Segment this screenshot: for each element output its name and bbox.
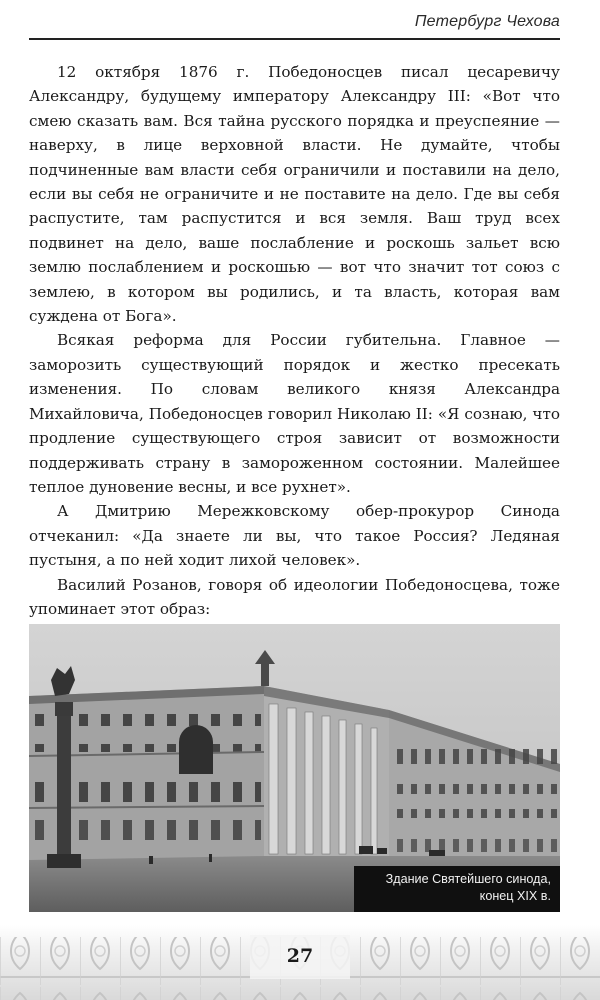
caption-line: Здание Святейшего синода, bbox=[385, 872, 551, 886]
synod-building-photo bbox=[29, 624, 560, 912]
paragraph: Василий Розанов, говоря об идеологии Победоносцева, тоже упоминает этот образ: bbox=[29, 575, 560, 618]
paragraph: А Дмитрию Мережковскому обер-прокурор Синода отчеканил: «Да знаете ли вы, что такое Россия? Ледяная пустыня, а по ней ходит лихой человек». bbox=[29, 502, 560, 570]
body-text bbox=[29, 60, 560, 688]
running-head bbox=[29, 8, 560, 40]
photo-caption bbox=[354, 866, 560, 912]
running-head-title: Петербург Чехова bbox=[414, 13, 560, 30]
paragraph: 12 октября 1876 г. Победоносцев писал цесаревичу Александру, будущему императору Александру III: «Вот что смею сказать вам. Вся тайна русского порядка и преуспеяние — наверху, в лице верховной власти. Не думайте, чтобы подчиненные вам власти себя ограничили и поставили на дело, если вы себя не ограничите и не поставите на дело. Где вы себя распустите, там распустится и вся земля. Ваш труд всех подвинет на дело, ваше послабление и роскошь зальет всю землю послаблением и роскошью — вот что значит тот союз с землею, в котором вы родились, и та власть, которая вам суждена от Бога». bbox=[29, 63, 560, 326]
page-number: 27 bbox=[286, 945, 314, 967]
paragraph: Всякая реформа для России губительна. Главное — заморозить существующий порядок и жестко пресекать изменения. По словам великого князя Александра Михайловича, Победоносцев говорил Николаю II: «Я сознаю, что продление существующего строя зависит от возможности поддерживать страну в замороженном состоянии. Малейшее теплое дуновение весны, и все рухнет». bbox=[29, 331, 560, 496]
caption-line: конец XIX в. bbox=[479, 889, 551, 903]
